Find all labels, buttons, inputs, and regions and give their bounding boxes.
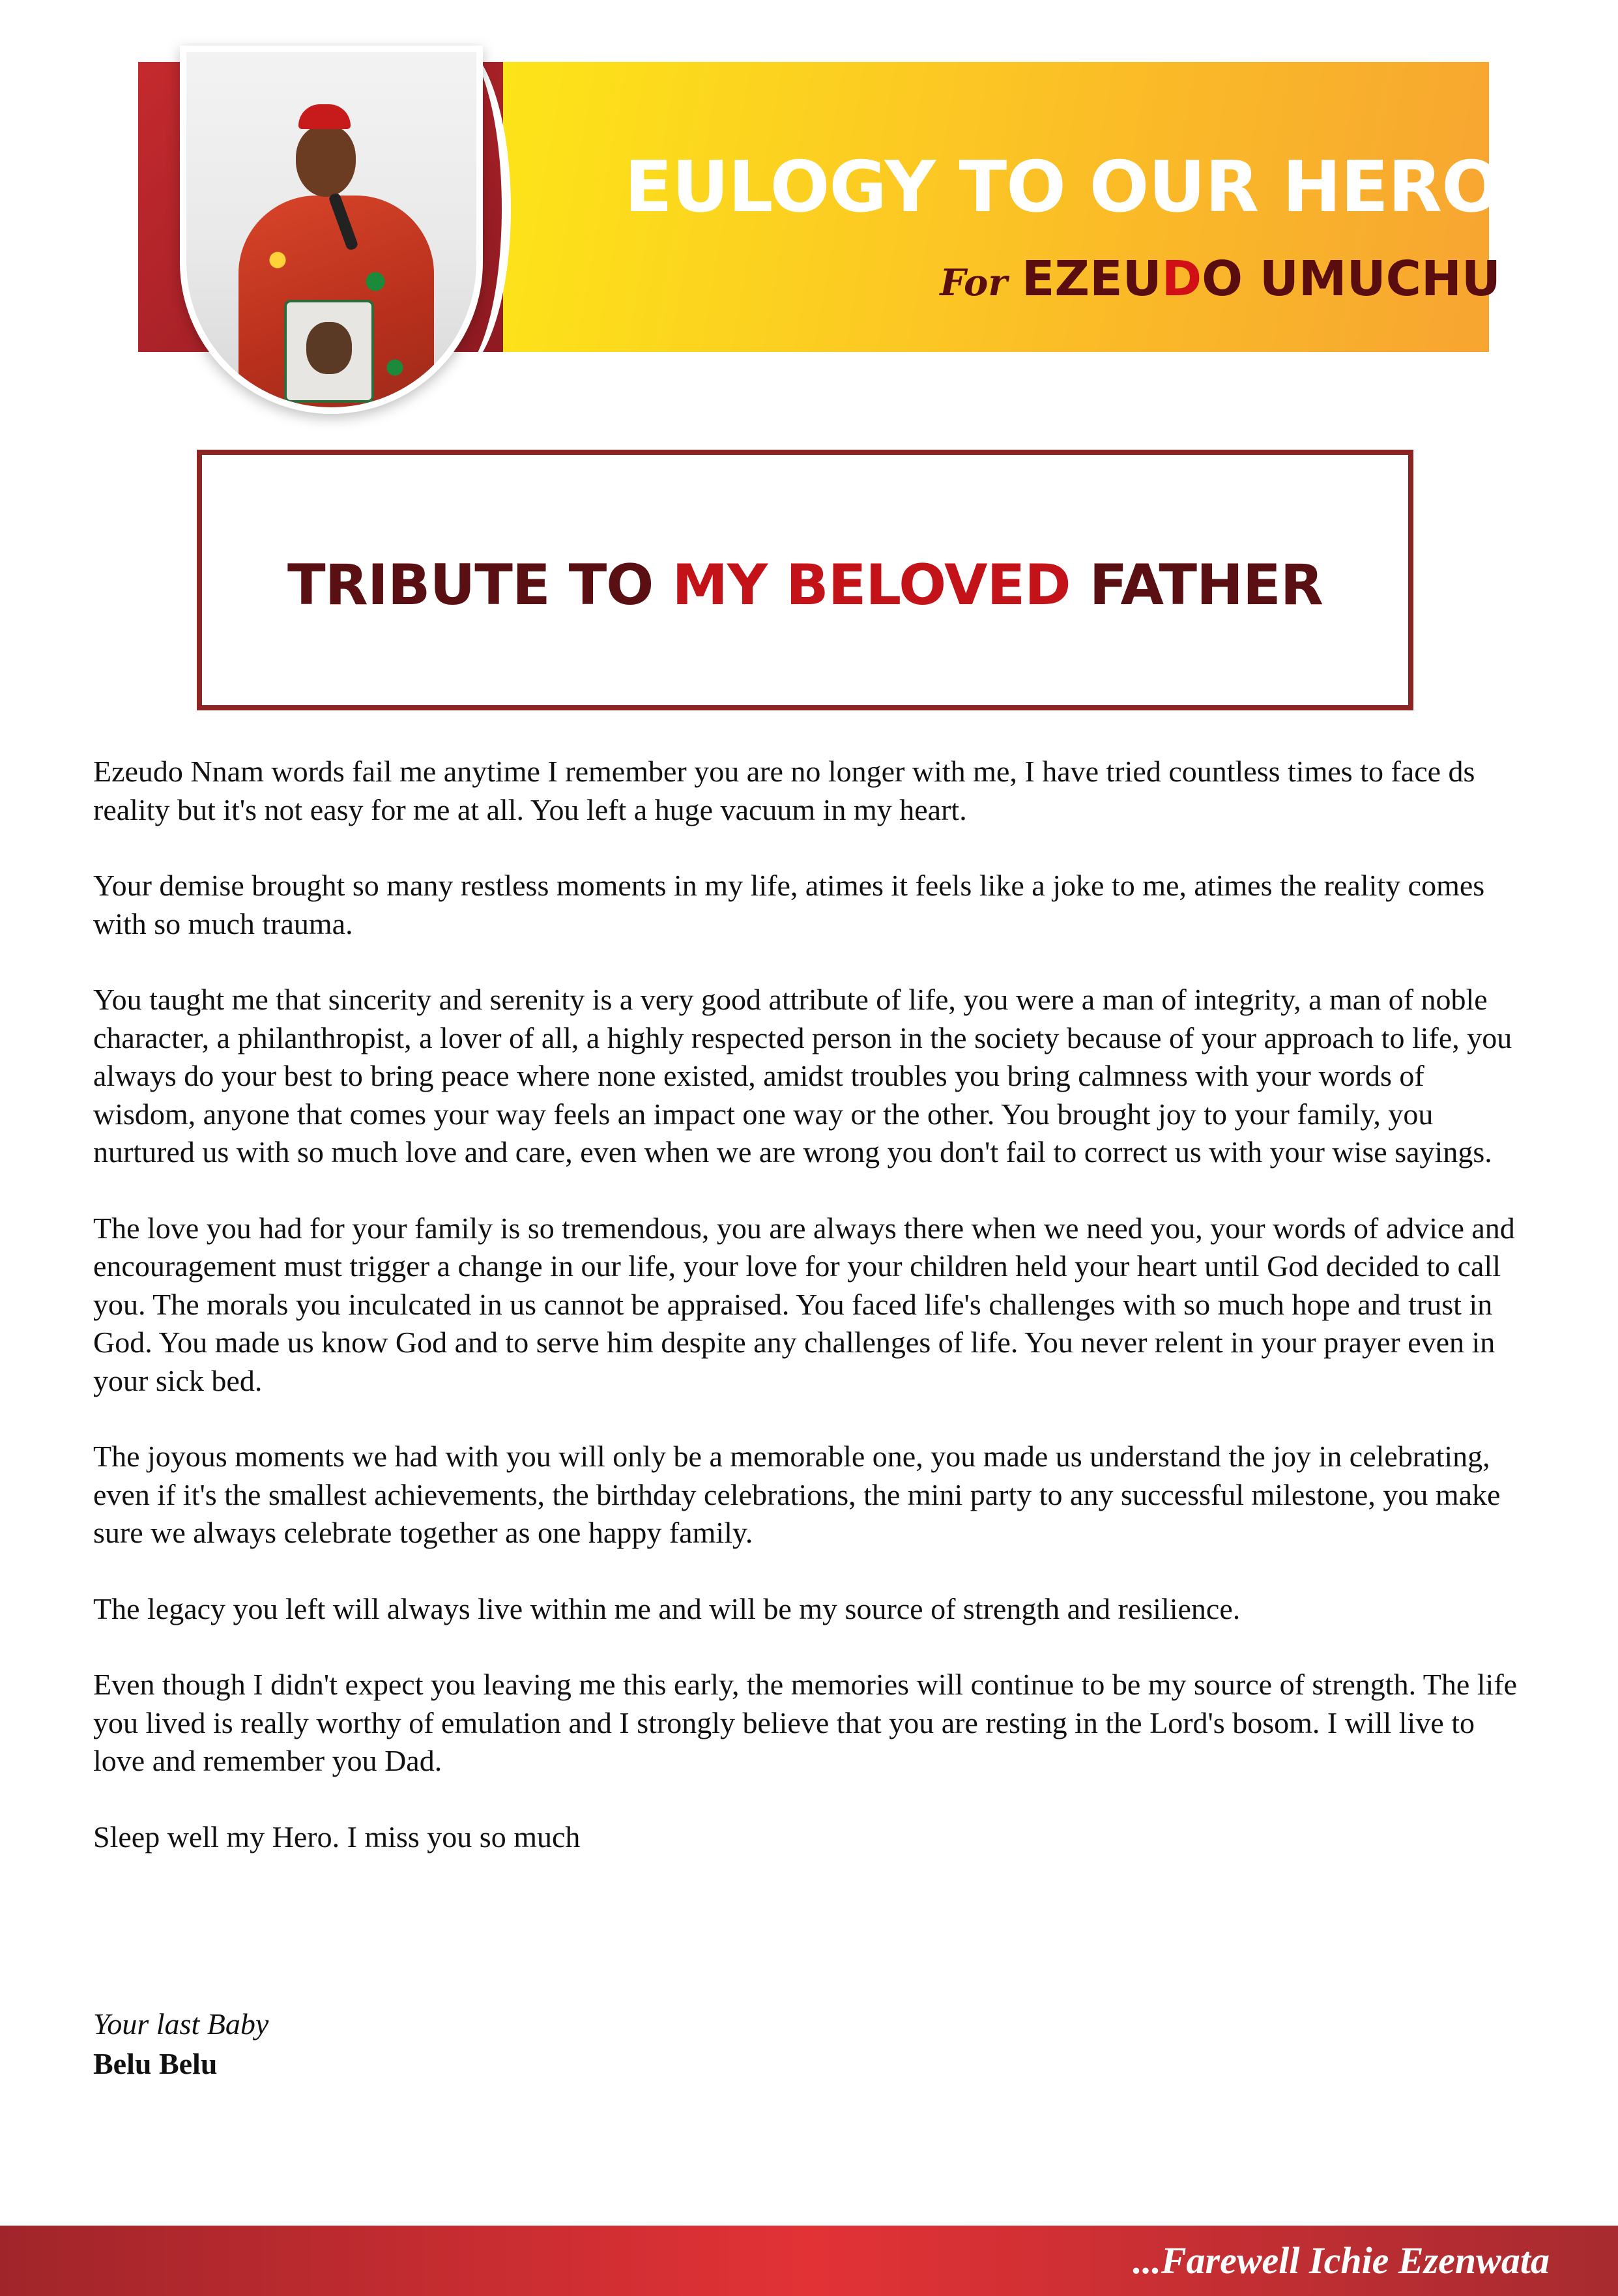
banner-title: EULOGY TO OUR HERO <box>624 147 1501 228</box>
portrait-figure-cap <box>298 104 351 129</box>
footer-banner <box>0 2226 1618 2296</box>
body-paragraph: The legacy you left will always live within me and will be my source of strength and resilience. <box>93 1591 1241 1625</box>
tribute-body <box>93 753 1533 1894</box>
portrait-figure-head <box>296 125 356 197</box>
tribute-title-part3: FATHER <box>1070 553 1323 618</box>
body-paragraph: Even though I didn't expect you leaving me this early, the memories will continue to be my source of strength. The life you lived is really worthy of emulation and I strongly believe that you are resting in the Lord's bosom. I will live to love and remember you Dad. <box>93 1668 1518 1777</box>
portrait-photo <box>180 46 483 414</box>
body-paragraph: Ezeudo Nnam words fail me anytime I remember you are no longer with me, I have tried countless times to face ds reality but it's not easy for me at all. You left a huge vacuum in my heart. <box>93 755 1475 826</box>
banner-subtitle-part1: EZEU <box>1021 251 1162 307</box>
banner-subtitle-part3: O UMUCHU <box>1202 251 1501 307</box>
body-paragraph: You taught me that sincerity and serenity is a very good attribute of life, you were a man of integrity, a man of noble character, a philanthropist, a lover of all, a highly respected person in the society because of your approach to life, you always do your best to bring peace where none existed, amidst troubles you bring calmness with your words of wisdom, anyone that comes your way feels an impact one way or the other. You brought joy to your family, you nurtured us with so much love and care, even when we are wrong you don't fail to correct us with your wise sayings. <box>93 983 1512 1169</box>
portrait-badge-photo <box>284 300 374 403</box>
signature-line: Your last Baby <box>93 2007 269 2041</box>
body-paragraph: The love you had for your family is so tremendous, you are always there when we need you, your words of advice and encouragement must trigger a change in our life, your love for your children held your heart until God decided to call you. The morals you inculcated in us cannot be appraised. You faced life's challenges with so much hope and trust in God. You made us know God and to serve him despite any challenges of life. You never relent in your prayer even in your sick bed. <box>93 1211 1515 1397</box>
body-paragraph: Sleep well my Hero. I miss you so much <box>93 1820 581 1853</box>
tribute-title-part2: MY BELOVED <box>672 553 1071 618</box>
banner-subtitle-part2: D <box>1161 251 1202 307</box>
tribute-title <box>202 455 1408 716</box>
footer-text: ...Farewell Ichie Ezenwata <box>1133 2239 1550 2282</box>
signature-name: Belu Belu <box>93 2047 218 2080</box>
body-paragraph: The joyous moments we had with you will only be a memorable one, you made us understand the joy in celebrating, even if it's the smallest achievements, the birthday celebrations, the mini party to any successful milestone, you make sure we always celebrate together as one happy family. <box>93 1440 1501 1549</box>
badge-face <box>306 322 352 374</box>
banner-subtitle <box>940 251 1501 307</box>
tribute-title-part1: TRIBUTE TO <box>287 553 672 618</box>
banner-for-word: For <box>940 261 1007 304</box>
tribute-title-box <box>197 450 1413 710</box>
body-paragraph: Your demise brought so many restless moments in my life, atimes it feels like a joke to me, atimes the reality comes with so much trauma. <box>93 869 1485 940</box>
